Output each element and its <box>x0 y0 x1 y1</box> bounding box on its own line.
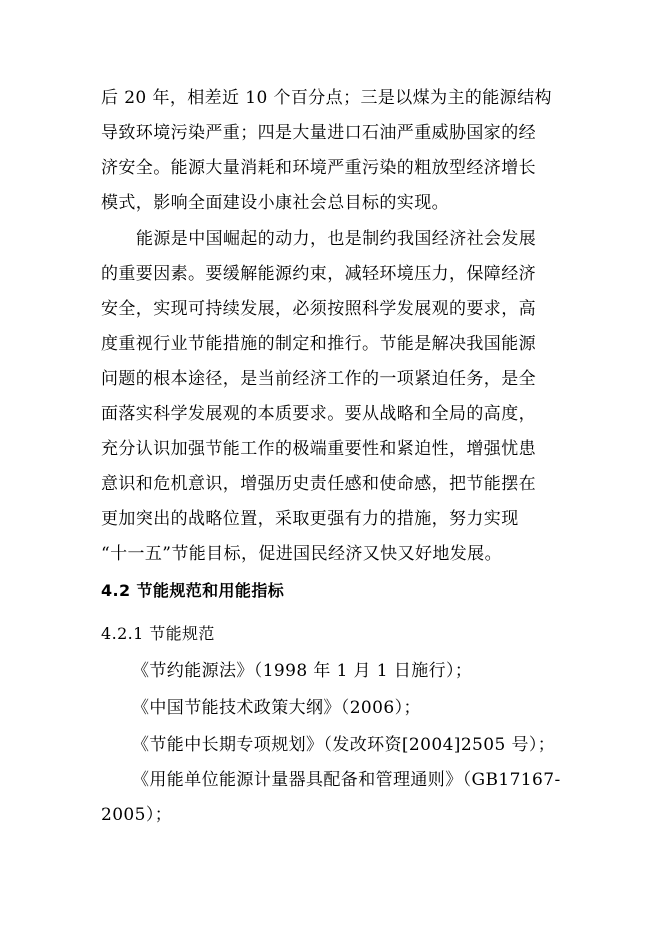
subsection-heading: 4.2.1 节能规范 <box>101 624 215 643</box>
section-heading: 4.2 节能规范和用能指标 <box>101 581 285 600</box>
paragraph2-line-1: 能源是中国崛起的动力，也是制约我国经济社会发展 <box>136 229 537 249</box>
reference-item-4-continuation: 2005）； <box>101 805 173 825</box>
paragraph2-line-8: 意识和危机意识，增强历史责任感和使命感，把节能摆在 <box>101 474 536 494</box>
reference-item-3: 《节能中长期专项规划》（发改环资[2004]2505 号）； <box>132 735 556 755</box>
paragraph2-line-7: 充分认识加强节能工作的极端重要性和紧迫性，增强忧患 <box>101 439 536 459</box>
paragraph1-line-4: 模式，影响全面建设小康社会总目标的实现。 <box>101 193 449 213</box>
paragraph1-line-3: 济安全。能源大量消耗和环境严重污染的粗放型经济增长 <box>101 158 536 178</box>
paragraph2-line-2: 的重要因素。要缓解能源约束，减轻环境压力，保障经济 <box>101 264 536 284</box>
reference-item-2: 《中国节能技术政策大纲》（2006）； <box>132 698 421 718</box>
paragraph1-line-1: 后 20 年，相差近 10 个百分点；三是以煤为主的能源结构 <box>101 88 552 108</box>
paragraph2-line-9: 更加突出的战略位置，采取更强有力的措施，努力实现 <box>101 509 519 529</box>
paragraph2-line-6: 面落实科学发展观的本质要求。要从战略和全局的高度， <box>101 404 536 424</box>
paragraph2-line-3: 安全，实现可持续发展，必须按照科学发展观的要求，高 <box>101 299 536 319</box>
reference-item-4: 《用能单位能源计量器具配备和管理通则》（GB17167- <box>132 770 561 790</box>
paragraph2-line-4: 度重视行业节能措施的制定和推行。节能是解决我国能源 <box>101 334 536 354</box>
paragraph1-line-2: 导致环境污染严重；四是大量进口石油严重威胁国家的经 <box>101 123 536 143</box>
paragraph2-line-5: 问题的根本途径，是当前经济工作的一项紧迫任务，是全 <box>101 369 536 389</box>
reference-item-1: 《节约能源法》（1998 年 1 月 1 日施行）； <box>132 661 473 681</box>
paragraph2-line-10: “十一五”节能目标，促进国民经济又快又好地发展。 <box>101 544 502 564</box>
